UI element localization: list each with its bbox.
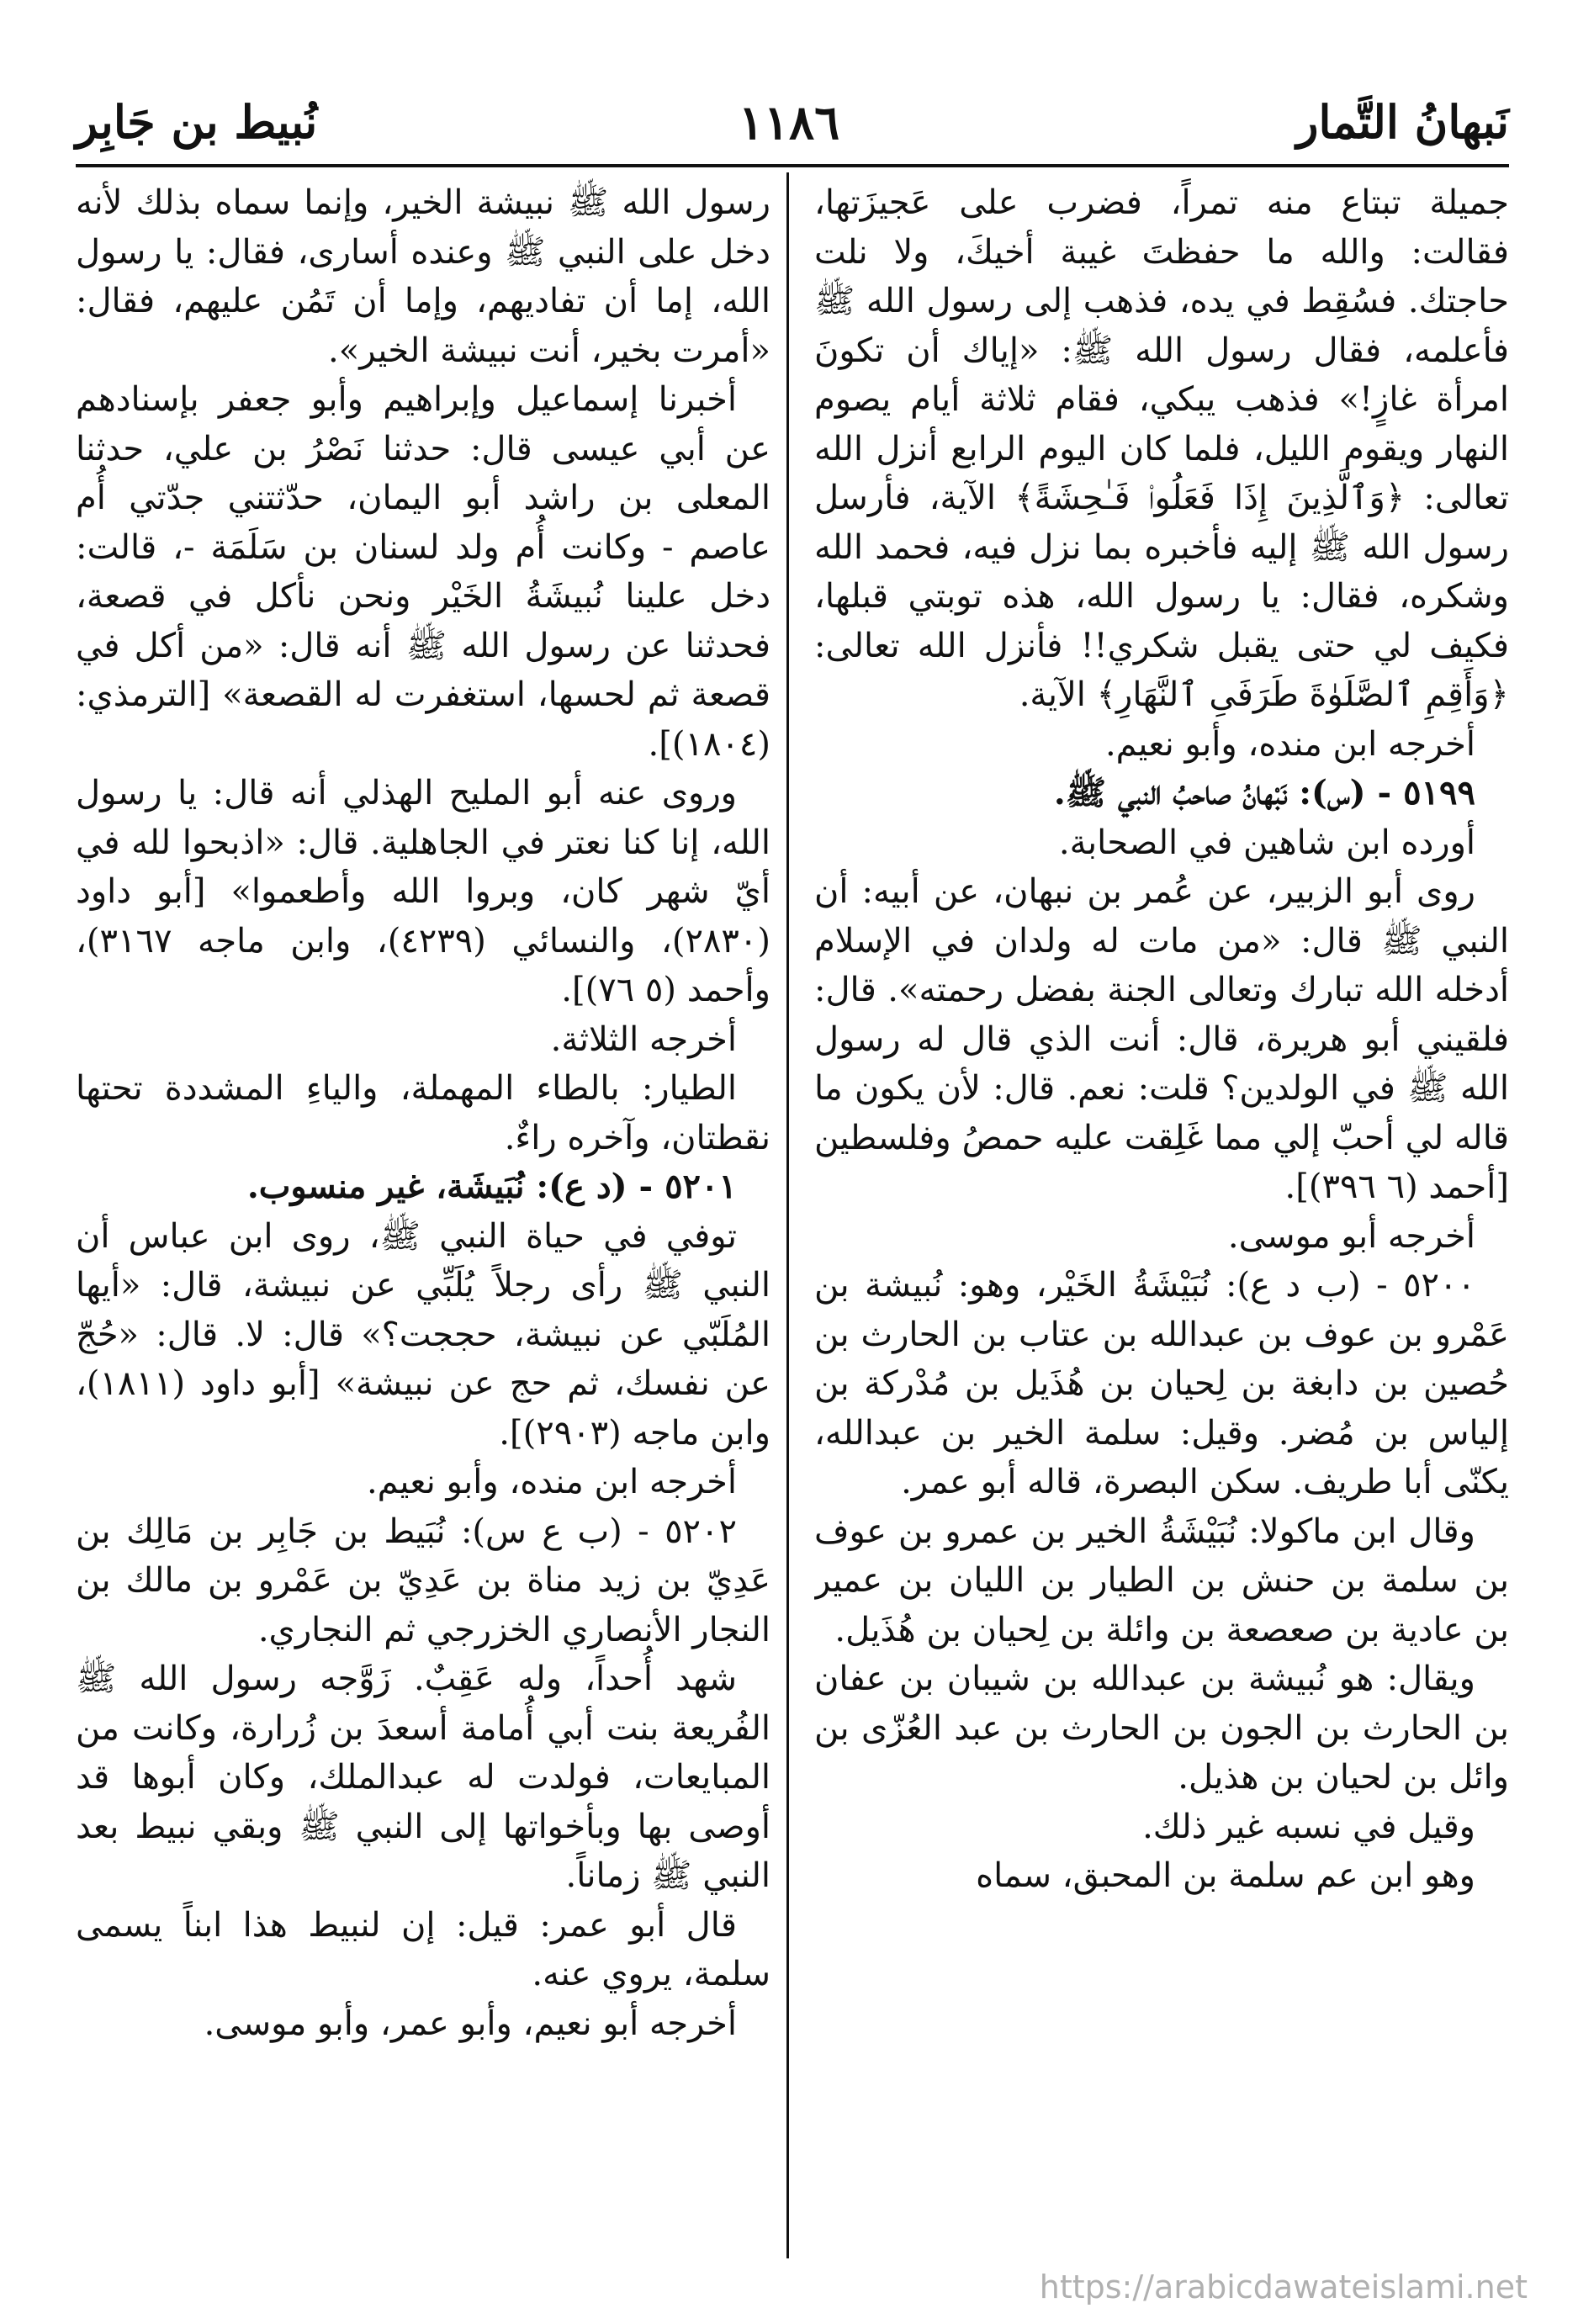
header-rule (76, 164, 1509, 167)
paragraph: أخرجه ابن منده، وأبو نعيم. (366, 1463, 737, 1501)
column-divider (786, 172, 789, 2258)
paragraph: الطيار: بالطاء المهملة، والياءِ المشددة تحتها نقطتان، وآخره راءٌ. (76, 1069, 770, 1157)
paragraph: ويقال: هو نُبيشة بن عبدالله بن شيبان بن عفان بن الحارث بن الجون بن الحارث بن عبد العُزّى بن وائل بن لحيان بن هذيل. (814, 1660, 1509, 1797)
paragraph: أخبرنا إسماعيل وإبراهيم وأبو جعفر بإسنادهم عن أبي عيسى قال: حدثنا نَصْرُ بن علي، حدثنا المعلى بن راشد أبو اليمان، حدّثتني جدّتي أُم عاصم - وكانت أُم ولد لسنان بن سَلَمَة -، قالت: دخل علينا نُبيشَةُ الخَيْر ونحن نأكل في قصعة، فحدثنا عن رسول الله ﷺ أنه قال: «من أكل في قصعة ثم لحسها، استغفرت له القصعة» [الترمذي: (١٨٠٤)]. (76, 380, 770, 764)
paragraph: روى أبو الزبير، عن عُمر بن نبهان، عن أبيه: أن النبي ﷺ قال: «من مات له ولدان في الإسلام أدخله الله تبارك وتعالى الجنة بفضل رحمته». قال: فلقيني أبو هريرة، قال: أنت الذي قال له رسول الله ﷺ في الولدين؟ قلت: نعم. قال: لأن يكون ما قاله لي أحبّ إلي مما غَلِقت عليه حمصُ وفلسطين [أحمد (٦ ٣٩٦)]. (814, 872, 1509, 1206)
paragraph: توفي في حياة النبي ﷺ، روى ابن عباس أن النبي ﷺ رأى رجلاً يُلَبِّي عن نبيشة، قال: «أيها المُلَبّي عن نبيشة، حججت؟» قال: لا. قال: «حُجّ عن نفسك، ثم حج عن نبيشة» [أبو داود (١٨١١)، وابن ماجه (٢٩٠٣)]. (76, 1216, 770, 1453)
running-head-left: نُبيط بن جَابِر (76, 95, 318, 149)
paragraph: أخرجه أبو نعيم، وأبو عمر، وأبو موسى. (204, 2004, 737, 2043)
entry-heading: ٥١٩٩ - (س): نَبْهانُ صاحبُ النبي ﷺ. (1053, 773, 1475, 813)
paragraph: جميلة تبتاع منه تمراً، فضرب على عَجيزَتها، فقالت: والله ما حفظتَ غيبة أخيكَ، ولا نلت حاجتك. فسُقِط في يده، فذهب إلى رسول الله ﷺ فأعلمه، فقال رسول الله ﷺ: «إياك أن تكونَ امرأة غازٍ!» فذهب يبكي، فقام ثلاثة أيام يصوم النهار ويقوم الليل، فلما كان اليوم الرابع أنزل الله تعالى: ﴿وَٱلَّذِينَ إِذَا فَعَلُوا۟ فَـٰحِشَةً﴾ الآية، فأرسل رسول الله ﷺ إليه فأخبره بما نزل فيه، فحمد الله وشكره، فقال: يا رسول الله، هذه توبتي قبلها، فكيف لي حتى يقبل شكري!! فأنزل الله تعالى: ﴿وَأَقِمِ ٱلصَّلَوٰةَ طَرَفَىِ ٱلنَّهَارِ﴾ الآية. (814, 183, 1509, 714)
page-number: ١١٨٦ (738, 95, 840, 151)
paragraph: أخرجه الثلاثة. (550, 1019, 737, 1059)
paragraph: قال أبو عمر: قيل: إن لنبيط هذا ابناً يسمى سلمة، يروي عنه. (76, 1905, 770, 1993)
entry-heading: ٥٢٠١ - (د ع): نُبَيشَة، غير منسوب. (246, 1167, 737, 1206)
paragraph: أخرجه أبو موسى. (1227, 1216, 1475, 1256)
paragraph: أورده ابن شاهين في الصحابة. (1058, 823, 1475, 862)
paragraph: أخرجه ابن منده، وأبو نعيم. (1104, 724, 1475, 764)
paragraph: شهد أُحداً، وله عَقِبٌ. زَوَّجه رسول الله ﷺ الفُريعة بنت أبي أُمامة أسعدَ بن زُرارة، وكانت من المبايعات، فولدت له عبدالملك، وكان أبوها قد أوصى بها وبأخواتها إلى النبي ﷺ وبقي نبيط بعد النبي ﷺ زماناً. (76, 1660, 770, 1895)
running-head-right: نَبهانُ التَّمار (1296, 95, 1509, 149)
paragraph: رسول الله ﷺ نبيشة الخير، وإنما سماه بذلك لأنه دخل على النبي ﷺ وعنده أسارى، فقال: يا رسول الله، إما أن تفاديهم، وإما أن تَمُن عليهم، فقال: «أمرت بخير، أنت نبيشة الخير». (76, 183, 770, 370)
entry-paragraph: ٥٢٠٢ - (ب ع س): نُبَيط بن جَابِر بن مَالِك بن عَدِيّ بن زيد مناة بن عَدِيّ بن عَمْرو بن مالك بن النجار الأنصاري الخزرجي ثم النجاري. (76, 1511, 770, 1649)
paragraph: وقال ابن ماكولا: نُبَيْشَةُ الخير بن عمرو بن عوف بن سلمة بن حنش بن الطيار بن الليان بن عمير بن عادية بن صعصعة بن وائلة بن لِحيان بن هُذَيل. (814, 1511, 1509, 1649)
entry-paragraph: ٥٢٠٠ - (ب د ع): نُبَيْشَةُ الخَيْر، وهو: نُبيشة بن عَمْرو بن عوف بن عبدالله بن عتاب بن الحارث بن حُصين بن دابغة بن لِحيان بن هُذَيل بن مُدْركة بن إلياس بن مُضر. وقيل: سلمة الخير بن عبدالله، يكنّى أبا طريف. سكن البصرة، قاله أبو عمر. (814, 1266, 1509, 1501)
right-column (814, 178, 1509, 2256)
left-column (76, 178, 770, 2256)
watermark-url: https://arabicdawateislami.net (1039, 2268, 1528, 2305)
paragraph: وهو ابن عم سلمة بن المحبق، سماه (976, 1856, 1475, 1895)
paragraph: وروى عنه أبو المليح الهذلي أنه قال: يا رسول الله، إنا كنا نعتر في الجاهلية. قال: «اذبحوا لله في أيّ شهر كان، وبروا الله وأطعموا» [أبو داود (٢٨٣٠)، والنسائي (٤٢٣٩)، وابن ماجه ٣١٦٧)، وأحمد (٥ ٧٦)]. (76, 774, 770, 1009)
paragraph: وقيل في نسبه غير ذلك. (1142, 1807, 1475, 1846)
